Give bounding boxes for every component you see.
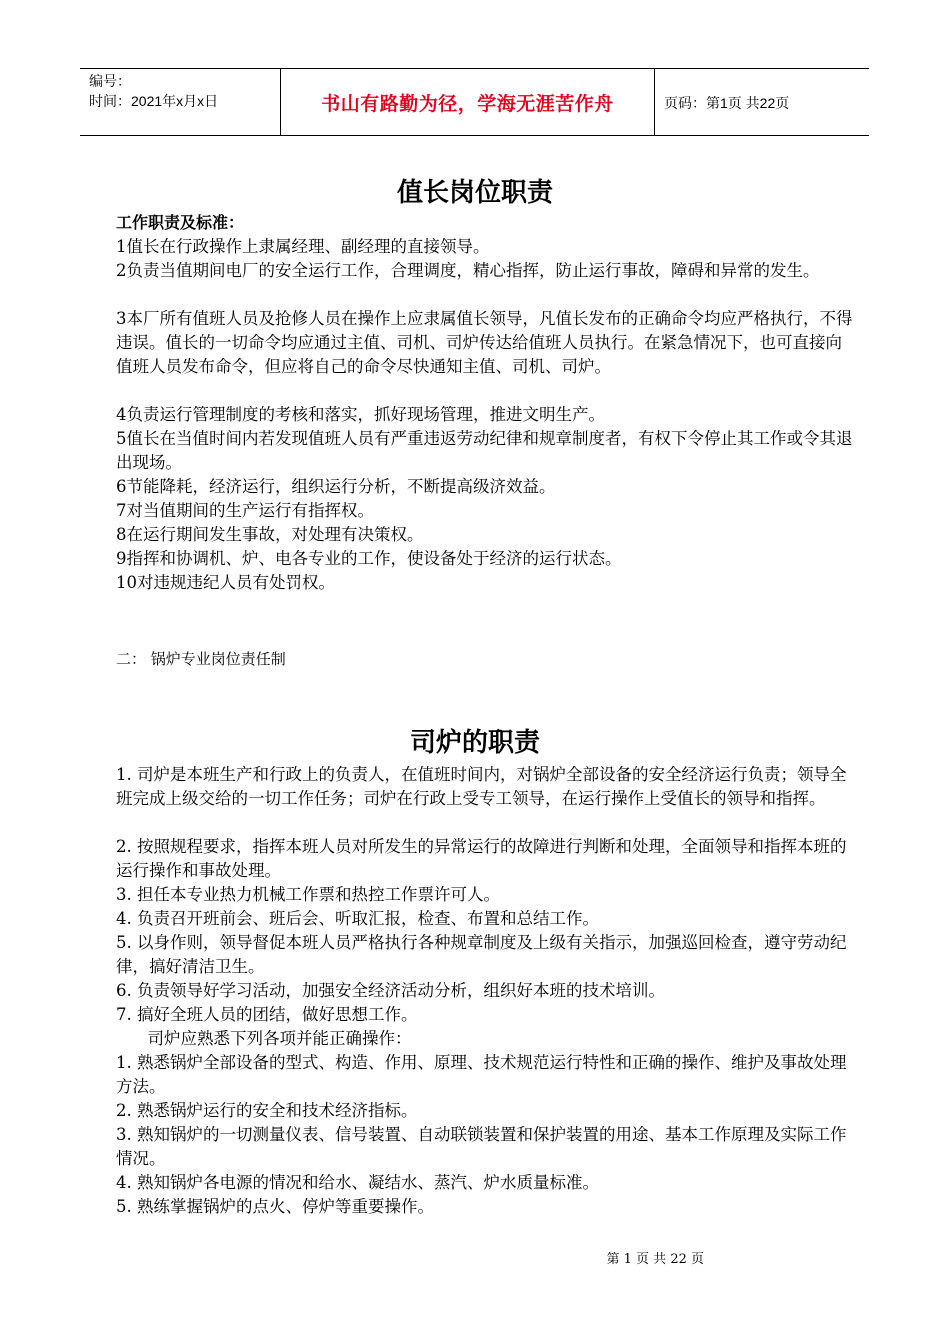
section2-item-1: 1. 熟悉锅炉全部设备的型式、构造、作用、原理、技术规范运行特性和正确的操作、维护及事故处理方法。 — [116, 1053, 847, 1096]
section1-para-10: 10对违规违纪人员有处罚权。 — [116, 573, 335, 592]
section2-para-6: 6. 负责领导好学习活动，加强安全经济活动分析，组织好本班的技术培训。 — [116, 981, 665, 1000]
section1-title: 值长岗位职责 — [396, 178, 553, 208]
section1-para-2: 2负责当值期间电厂的安全运行工作，合理调度，精心指挥，防止运行事故，障碍和异常的发生。 — [116, 261, 820, 280]
page-footer: 第 1 页 共 22 页 — [606, 1252, 704, 1267]
header-meta-cell — [80, 69, 281, 135]
section1-subheading: 工作职责及标准： — [116, 213, 245, 232]
section1-para-5: 5值长在当值时间内若发现值班人员有严重违返劳动纪律和规章制度者，有权下令停止其工作或令其退出现场。 — [116, 429, 853, 472]
section2-item-3: 3. 熟知锅炉的一切测量仪表、信号装置、自动联锁装置和保护装置的用途、基本工作原理及实际工作情况。 — [116, 1125, 847, 1168]
section1-para-7: 7对当值期间的生产运行有指挥权。 — [116, 501, 374, 520]
section1-para-4: 4负责运行管理制度的考核和落实，抓好现场管理，推进文明生产。 — [116, 405, 605, 424]
section1-para-6: 6节能降耗，经济运行，组织运行分析，不断提高级济效益。 — [116, 477, 556, 496]
section1-para-1: 1值长在行政操作上隶属经理、副经理的直接领导。 — [116, 237, 490, 256]
section2-item-2: 2. 熟悉锅炉运行的安全和技术经济指标。 — [116, 1101, 418, 1120]
section1-para-9: 9指挥和协调机、炉、电各专业的工作，使设备处于经济的运行状态。 — [116, 549, 622, 568]
section2-para-4: 4. 负责召开班前会、班后会、听取汇报，检查、布置和总结工作。 — [116, 909, 599, 928]
code-label: 编号： — [89, 73, 131, 89]
motto-text: 书山有路勤为径，学海无涯苦作舟 — [321, 93, 614, 115]
section1-para-8: 8在运行期间发生事故，对处理有决策权。 — [116, 525, 424, 544]
section2-intro-line: 司炉应熟悉下列各项并能正确操作： — [116, 1029, 412, 1048]
section2-para-5: 5. 以身作则，领导督促本班人员严格执行各种规章制度及上级有关指示，加强巡回检查，遵守劳动纪律，搞好清洁卫生。 — [116, 933, 847, 976]
section2-title: 司炉的职责 — [409, 728, 540, 758]
section1-para-3: 3本厂所有值班人员及抢修人员在操作上应隶属值长领导，凡值长发布的正确命令均应严格执行，不得违误。值长的一切命令均应通过主值、司机、司炉传达给值班人员执行。在紧急情况下，也可直接向值班人员发布命令，但应将自己的命令尽快通知主值、司机、司炉。 — [116, 309, 853, 376]
document-header — [80, 68, 869, 136]
header-page-cell — [655, 69, 869, 135]
section2-item-5: 5. 熟练掌握锅炉的点火、停炉等重要操作。 — [116, 1197, 434, 1216]
section2-para-2: 2. 按照规程要求，指挥本班人员对所发生的异常运行的故障进行判断和处理，全面领导和指挥本班的运行操作和事故处理。 — [116, 837, 847, 880]
section2-para-1: 1. 司炉是本班生产和行政上的负责人，在值班时间内，对锅炉全部设备的安全经济运行负责；领导全班完成上级交给的一切工作任务；司炉在行政上受专工领导，在运行操作上受值长的领导和指挥。 — [116, 765, 847, 808]
header-motto-cell — [281, 69, 655, 135]
section2-item-4: 4. 熟知锅炉各电源的情况和给水、凝结水、蒸汽、炉水质量标准。 — [116, 1173, 599, 1192]
section-note: 二： 锅炉专业岗位责任制 — [116, 650, 286, 668]
page-info: 页码：第1页 共22页 — [664, 95, 790, 111]
section2-para-3: 3. 担任本专业热力机械工作票和热控工作票许可人。 — [116, 885, 500, 904]
section2-para-7: 7. 搞好全班人员的团结，做好思想工作。 — [116, 1005, 418, 1024]
time-label: 时间：2021年x月x日 — [89, 93, 219, 109]
